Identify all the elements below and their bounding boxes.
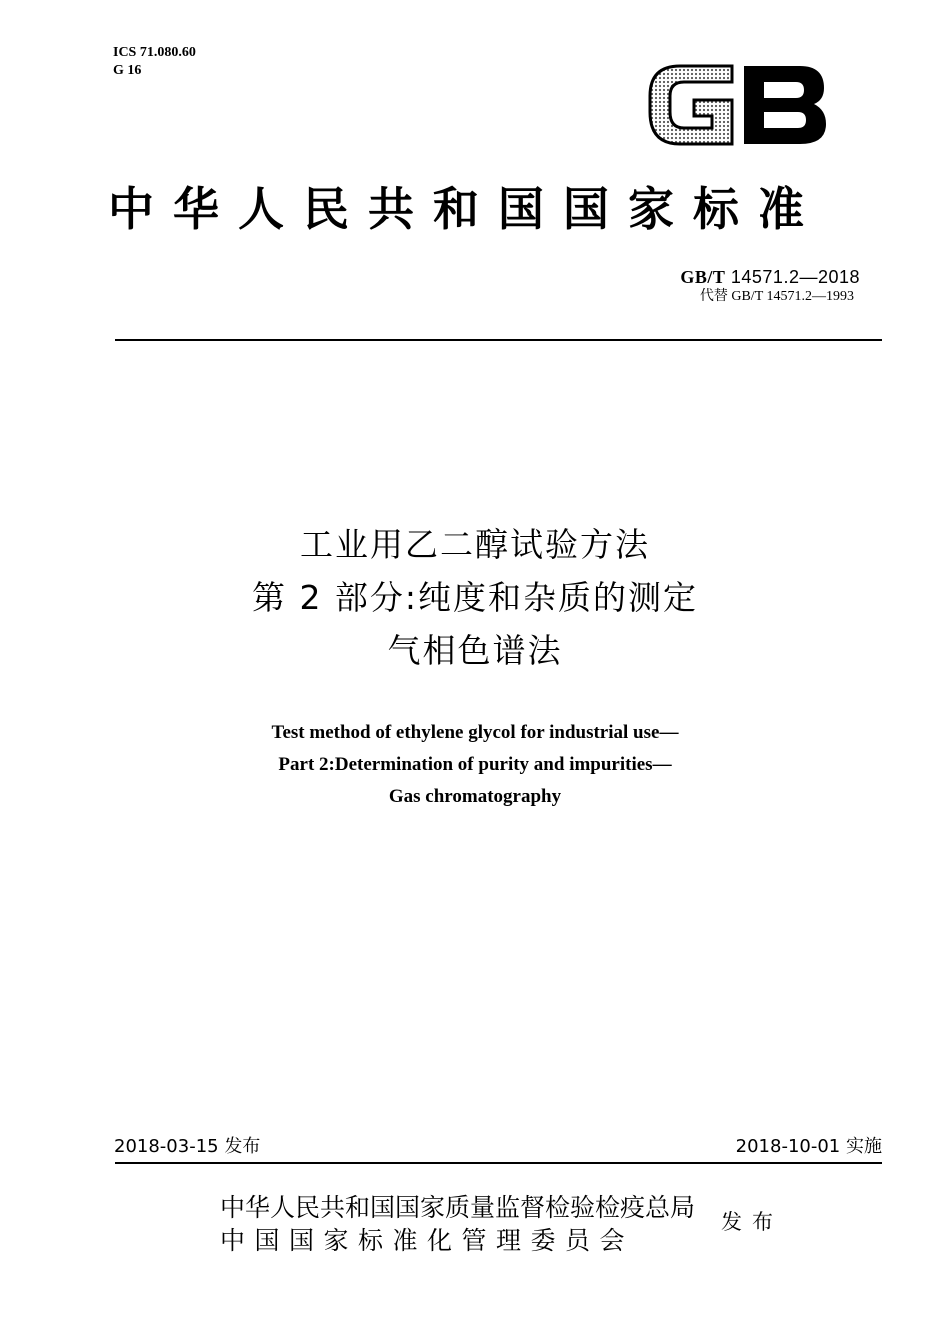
issuer-line-1: 中华人民共和国国家质量监督检验检疫总局 bbox=[220, 1193, 696, 1222]
issue-label: 发布 bbox=[721, 1210, 783, 1234]
chinese-title-line-2: 第 2 部分:纯度和杂质的测定 bbox=[251, 578, 699, 617]
english-title-line-2: Part 2:Determination of purity and impurities— bbox=[278, 754, 672, 775]
standard-prefix: GB/T bbox=[680, 267, 726, 287]
chinese-title bbox=[0, 518, 950, 677]
national-standard-title: 中华人民共和国国家标准 bbox=[108, 182, 823, 236]
bottom-divider bbox=[115, 1162, 882, 1164]
english-title bbox=[0, 717, 950, 813]
ics-code: ICS 71.080.60 bbox=[113, 45, 196, 60]
chinese-title-line-3: 气相色谱法 bbox=[387, 631, 563, 670]
english-title-line-1: Test method of ethylene glycol for industrial use— bbox=[271, 722, 679, 743]
replaced-standard: 代替 GB/T 14571.2—1993 bbox=[699, 289, 854, 304]
english-title-line-3: Gas chromatography bbox=[388, 786, 562, 807]
issuing-authorities bbox=[220, 1191, 695, 1257]
gb-logo bbox=[642, 56, 832, 152]
chinese-title-line-1: 工业用乙二醇试验方法 bbox=[300, 525, 650, 564]
classification-codes bbox=[113, 44, 196, 80]
ccs-code: G 16 bbox=[113, 63, 142, 78]
gb-logo-text: GB bbox=[738, 116, 740, 117]
standard-number-value: 14571.2—2018 bbox=[730, 267, 860, 287]
standard-number bbox=[680, 266, 860, 288]
issue-date: 2018-03-15 发布 bbox=[114, 1136, 261, 1157]
top-divider bbox=[115, 339, 882, 341]
implementation-date: 2018-10-01 实施 bbox=[735, 1136, 882, 1157]
issuer-line-2: 中国国家标准化管理委员会 bbox=[220, 1226, 635, 1255]
